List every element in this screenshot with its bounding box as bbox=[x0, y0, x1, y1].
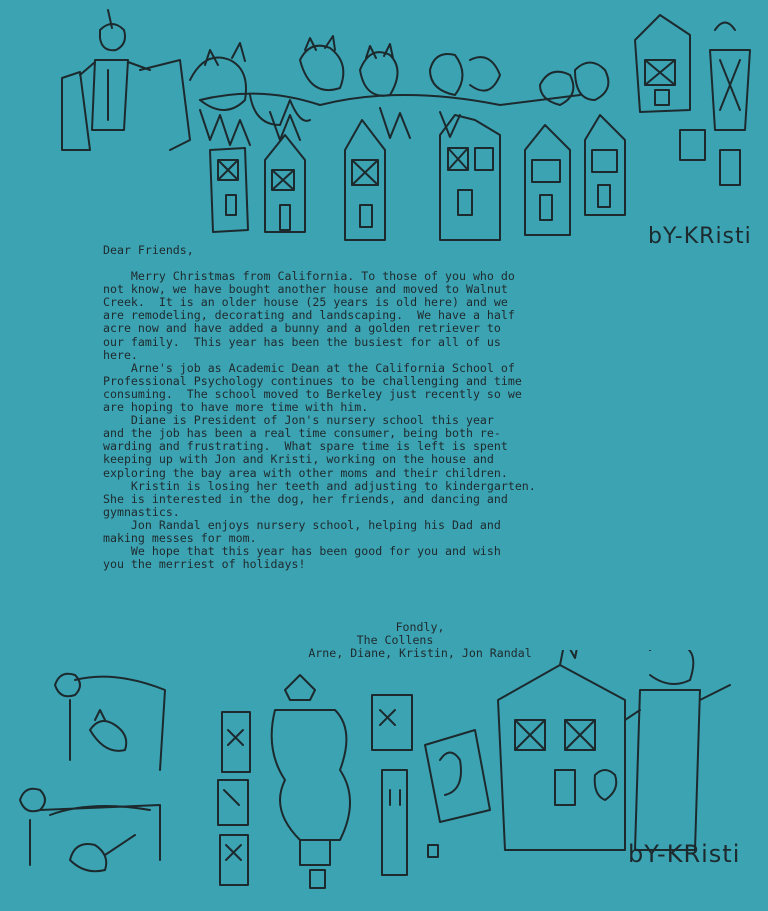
greeting: Dear Friends, bbox=[103, 243, 194, 257]
letter-line: making messes for mom. bbox=[103, 530, 257, 545]
letter-line: here. bbox=[103, 347, 138, 362]
letter-paragraphs bbox=[103, 270, 663, 571]
letter-line: consuming. The school moved to Berkeley just recently so we bbox=[103, 386, 522, 401]
letter-body bbox=[103, 244, 663, 571]
letter-line: Professional Psychology continues to be challenging and time bbox=[103, 373, 522, 388]
letter-line: and the job has been a real time consumer, being both re- bbox=[103, 426, 501, 441]
signature-top: bY-KRisti bbox=[648, 224, 752, 249]
letter-line: We hope that this year has been good for you and wish bbox=[103, 544, 501, 559]
letter-line: Jon Randal enjoys nursery school, helping his Dad and bbox=[103, 517, 501, 532]
letter-line: Arne's job as Academic Dean at the California School of bbox=[103, 360, 515, 375]
top-drawing bbox=[0, 0, 768, 250]
letter-line: our family. This year has been the busiest for all of us bbox=[103, 334, 501, 349]
letter-line: warding and frustrating. What spare time is left is spent bbox=[103, 439, 508, 454]
letter-line: Creek. It is an older house (25 years is old here) and we bbox=[103, 295, 508, 310]
bottom-drawing bbox=[0, 650, 768, 910]
letter-line: are hoping to have more time with him. bbox=[103, 400, 369, 415]
letter-line: Kristin is losing her teeth and adjusting to kindergarten. bbox=[103, 478, 536, 493]
letter-line: exploring the bay area with other moms and their children. bbox=[103, 465, 508, 480]
letter-line: gymnastics. bbox=[103, 504, 180, 519]
letter-line: you the merriest of holidays! bbox=[103, 557, 306, 572]
letter-line: acre now and have added a bunny and a golden retriever to bbox=[103, 321, 501, 336]
letter-line: not know, we have bought another house and moved to Walnut bbox=[103, 282, 508, 297]
letter-line: Diane is President of Jon's nursery school this year bbox=[103, 413, 494, 428]
family-members: Arne, Diane, Kristin, Jon Randal bbox=[308, 646, 532, 660]
letter-line: Merry Christmas from California. To those of you who do bbox=[103, 269, 515, 284]
letter-line: are remodeling, decorating and landscaping. We have a half bbox=[103, 308, 515, 323]
closing: Fondly, bbox=[395, 620, 445, 634]
letter-line: keeping up with Jon and Kristi, working on the house and bbox=[103, 452, 494, 467]
family-name: The Collens bbox=[356, 633, 434, 647]
letter-line: She is interested in the dog, her friends, and dancing and bbox=[103, 491, 508, 506]
signature-bottom: bY-KRisti bbox=[628, 840, 741, 868]
